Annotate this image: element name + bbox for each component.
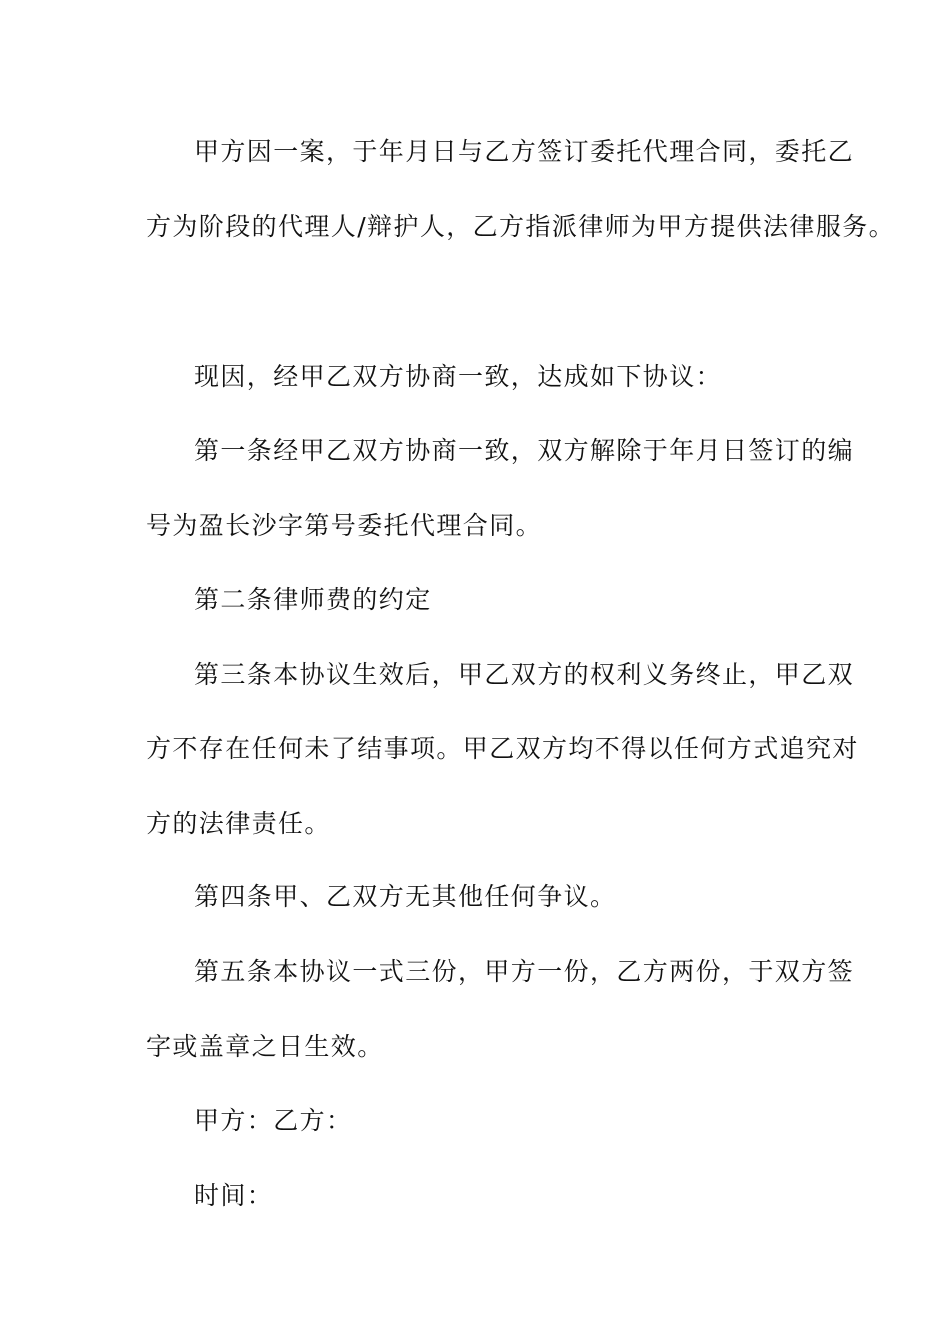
- paragraph-intro-line-2: 方为阶段的代理人/辩护人，乙方指派律师为甲方提供法律服务。: [146, 212, 896, 241]
- agreement-preamble: 现因，经甲乙双方协商一致，达成如下协议：: [194, 362, 723, 391]
- article-3-line-1: 第三条本协议生效后，甲乙双方的权利义务终止，甲乙双: [194, 660, 855, 689]
- article-5-line-2: 字或盖章之日生效。: [146, 1032, 384, 1061]
- article-1-line-2: 号为盈长沙字第号委托代理合同。: [146, 511, 543, 540]
- article-5-line-1: 第五条本协议一式三份，甲方一份，乙方两份，于双方签: [194, 957, 855, 986]
- article-1-line-1: 第一条经甲乙双方协商一致，双方解除于年月日签订的编: [194, 436, 855, 465]
- article-2: 第二条律师费的约定: [194, 585, 432, 614]
- article-4: 第四条甲、乙双方无其他任何争议。: [194, 882, 617, 911]
- signature-parties: 甲方：乙方：: [194, 1106, 353, 1135]
- signature-date: 时间：: [194, 1181, 274, 1210]
- paragraph-intro-line-1: 甲方因一案，于年月日与乙方签订委托代理合同，委托乙: [194, 137, 855, 166]
- article-3-line-2: 方不存在任何未了结事项。甲乙双方均不得以任何方式追究对: [146, 734, 859, 763]
- article-3-line-3: 方的法律责任。: [146, 809, 331, 838]
